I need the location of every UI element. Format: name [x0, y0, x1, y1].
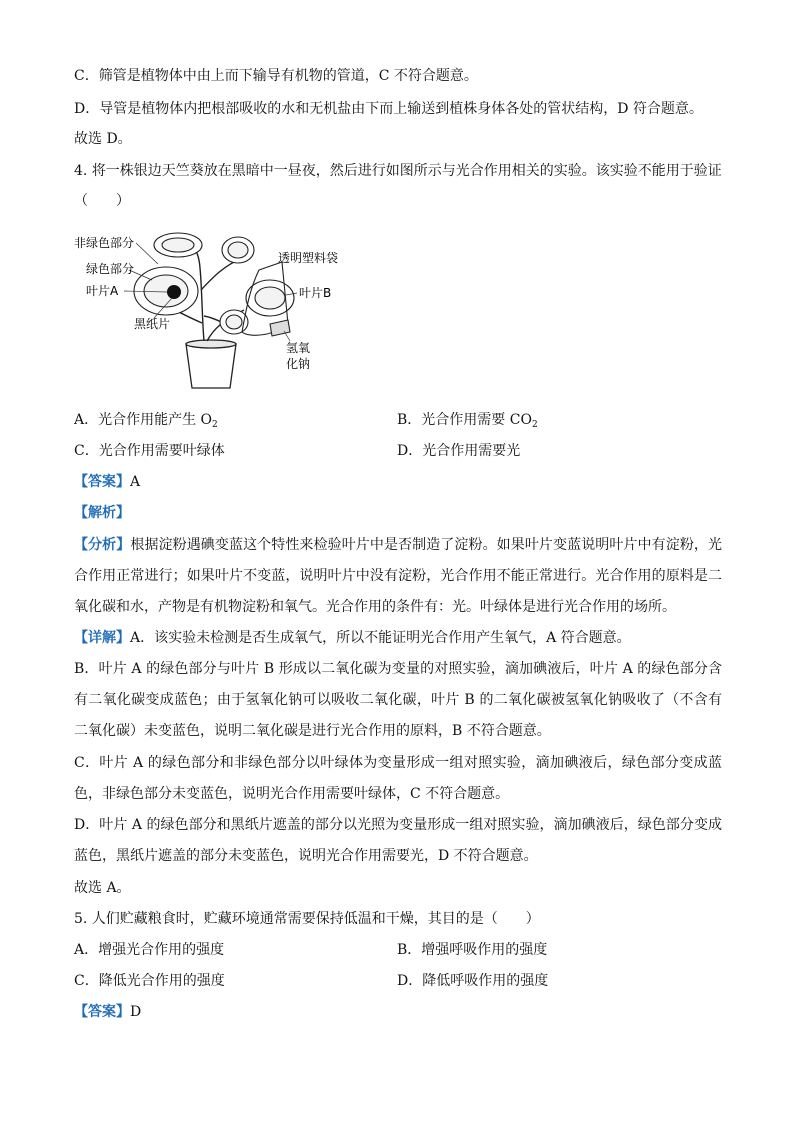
q5-option-d: D．降低呼吸作用的强度 [397, 973, 549, 989]
q4-conclusion: 故选 A。 [74, 880, 131, 896]
flower-pot [186, 340, 236, 388]
prev-conclusion: 故选 D。 [74, 131, 132, 147]
xiangjie-tag: 【详解】 [74, 630, 130, 646]
label-non-green: 非绿色部分 [74, 236, 135, 250]
q4-option-b [397, 410, 538, 435]
q4-option-d: D．光合作用需要光 [397, 443, 521, 459]
q4-xiangjie-b: B．叶片 A 的绿色部分与叶片 B 形成以二氧化碳为变量的对照实验，滴加碘液后，叶片 A 的绿色部分含有二氧化碳变成蓝色；由于氢氧化钠可以吸收二氧化碳，叶片 B 的二氧化碳被氢氧化钠吸收了（不含有二氧化碳）未变蓝色，说明二氧化碳是进行光合作用的原料，B 不符合题意。 [74, 661, 722, 739]
naoh-container [270, 320, 290, 336]
answer-tag: 【答案】 [74, 474, 130, 490]
q4-option-a [74, 410, 218, 435]
label-black-paper: 黑纸片 [134, 317, 171, 331]
label-leaf-b: 叶片B [299, 286, 332, 300]
q4-xiangjie-d: D．叶片 A 的绿色部分和黑纸片遮盖的部分以光照为变量形成一组对照实验，滴加碘液后，绿色部分变成蓝色，黑纸片遮盖的部分未变蓝色，说明光合作用需要光，D 不符合题意。 [74, 817, 722, 864]
black-paper-dot [167, 285, 181, 299]
label-naoh-1: 氢氧 [286, 341, 311, 355]
q5-stem: 5. 人们贮藏粮食时，贮藏环境通常需要保持低温和干燥，其目的是（ ） [74, 911, 540, 927]
xiangjie-a-text: A．该实验未检测是否生成氧气，所以不能证明光合作用产生氧气，A 符合题意。 [130, 630, 631, 646]
q4-option-a-text: A．光合作用能产生 O [74, 412, 213, 428]
q5-answer [74, 1002, 141, 1022]
plant-experiment-figure [74, 228, 364, 398]
prev-option-c: C．筛管是植物体中由上而下输导有机物的管道，C 不符合题意。 [74, 68, 478, 84]
q4-option-c: C．光合作用需要叶绿体 [74, 443, 225, 459]
q4-analysis-heading [74, 503, 130, 523]
q5-answer-value: D [130, 1004, 142, 1020]
q4-fenxi [74, 530, 722, 623]
q4-answer [74, 472, 140, 492]
q5-answer-tag: 【答案】 [74, 1004, 130, 1020]
q5-option-a: A．增强光合作用的强度 [74, 942, 225, 958]
q5-option-b: B．增强呼吸作用的强度 [397, 942, 548, 958]
q4-stem-line2: （ ） [74, 193, 130, 209]
analysis-tag: 【解析】 [74, 505, 130, 521]
label-green: 绿色部分 [86, 262, 135, 276]
q4-option-b-sub: 2 [531, 420, 538, 430]
q4-option-a-sub: 2 [212, 420, 218, 430]
q4-xiangjie-c: C．叶片 A 的绿色部分和非绿色部分以叶绿体为变量形成一组对照实验，滴加碘液后，绿色部分变成蓝色，非绿色部分未变蓝色，说明光合作用需要叶绿体，C 不符合题意。 [74, 755, 722, 802]
label-naoh-2: 化钠 [286, 357, 311, 371]
fenxi-text: 根据淀粉遇碘变蓝这个特性来检验叶片中是否制造了淀粉。如果叶片变蓝说明叶片中有淀粉，光合作用正常进行；如果叶片不变蓝，说明叶片中没有淀粉，光合作用不能正常进行。光合作用的原料是二氧化碳和水，产物是有机物淀粉和氧气。光合作用的条件有：光。叶绿体是进行光合作用的场所。 [74, 537, 723, 615]
label-leaf-a: 叶片A [86, 284, 119, 298]
q4-stem-line1: 4. 将一株银边天竺葵放在黑暗中一昼夜，然后进行如图所示与光合作用相关的实验。该实验不能用于验证 [74, 163, 722, 179]
label-bag: 透明塑料袋 [278, 251, 339, 265]
q5-option-c: C．降低光合作用的强度 [74, 973, 225, 989]
prev-option-d: D．导管是植物体内把根部吸收的水和无机盐由下而上输送到植株身体各处的管状结构，D 符合题意。 [74, 101, 703, 117]
fenxi-tag: 【分析】 [74, 537, 131, 553]
answer-value: A [130, 474, 141, 490]
q4-option-b-text: B．光合作用需要 CO [397, 412, 532, 428]
q4-xiangjie-a [74, 623, 722, 654]
